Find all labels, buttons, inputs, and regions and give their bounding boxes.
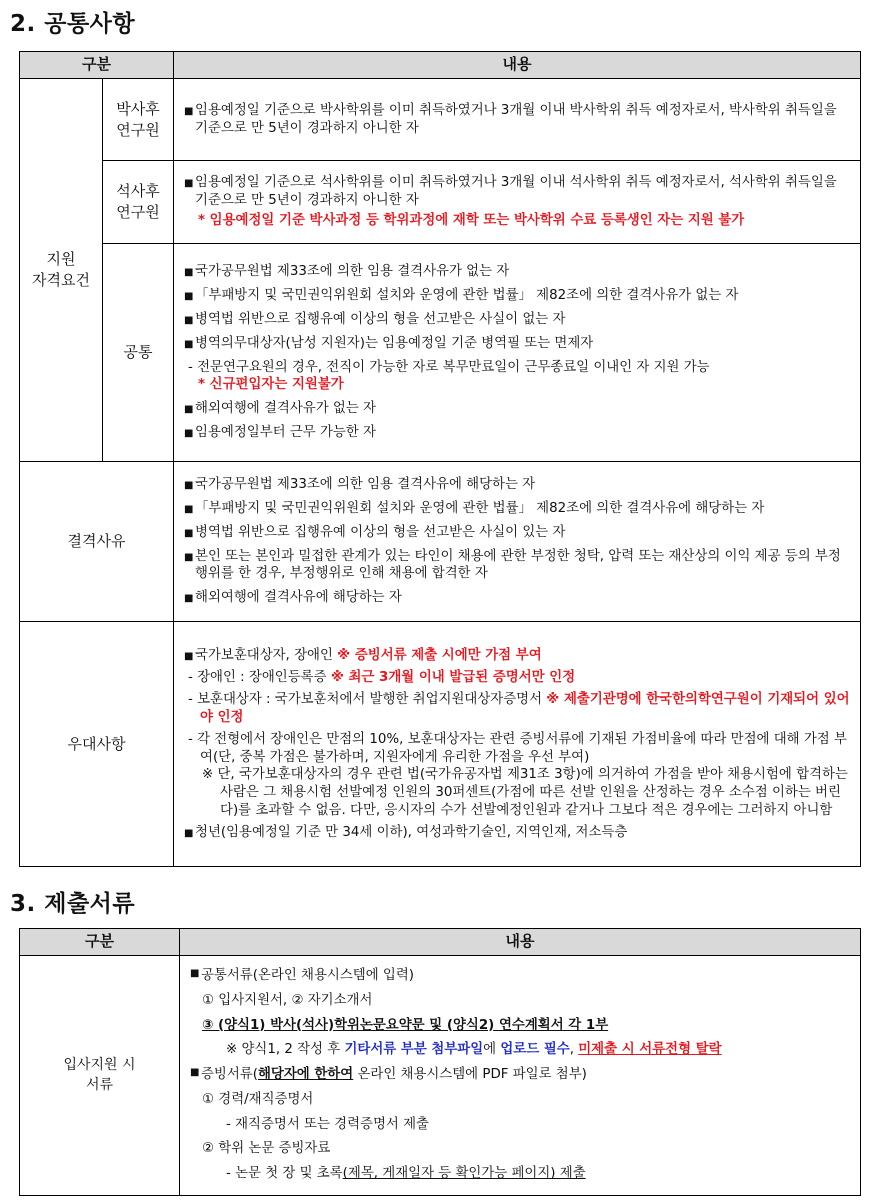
pref-item-1: ■ 국가보훈대상자, 장애인 ※ 증빙서류 제출 시에만 가점 부여 bbox=[184, 647, 852, 665]
pref-item-2: ■ 청년(임용예정일 기준 만 34세 이하), 여성과학기술인, 지역인재, 저소득층 bbox=[184, 824, 852, 842]
header-category: 구분 bbox=[20, 52, 174, 79]
pref-sub-3: - 각 전형에서 장애인은 만점의 10%, 보훈대상자는 관련 증빙서류에 기재된 가점비율에 따라 만점에 대해 가점 부여(단, 중복 가점은 불가하며, 지원자에게 유리한 가점을 우선 부여) bbox=[188, 731, 847, 765]
common-sub-1: - 전문연구요원의 경우, 전직이 가능한 자로 복무만료일이 근무종료일 이내인 자 지원 가능 bbox=[188, 359, 710, 375]
paper-doc: ② 학위 논문 증빙자료 bbox=[202, 1141, 331, 1157]
disq-item-4: ■ 본인 또는 본인과 밀접한 관계가 있는 타인이 채용에 관한 부정한 청탁, 압력 또는 재산상의 이익 제공 등의 부정행위를 한 경우, 부정행위로 인해 채용에 합격한 자 bbox=[184, 548, 852, 584]
section3-title: 3. 제출서류 bbox=[10, 891, 136, 917]
preference-label: 우대사항 bbox=[20, 622, 174, 867]
header-category-2: 구분 bbox=[20, 929, 180, 956]
common-item-2: ■ 「부패방지 및 국민권익위원회 설치와 운영에 관한 법률」 제82조에 의한 결격사유가 없는 자 bbox=[184, 287, 852, 305]
pref-sub-2: - 보훈대상자 : 국가보훈처에서 발행한 취업지원대상자증명서 ※ 제출기관명에 한국한의학연구원이 기재되어 있어야 인정 bbox=[188, 692, 850, 725]
upload-note: ※ 양식1, 2 작성 후 기타서류 부분 첨부파일에 업로드 필수, 미제출 시 서류전형 탈락 bbox=[226, 1042, 722, 1058]
disq-item-3: ■ 병역법 위반으로 집행유예 이상의 형을 선고받은 사실이 있는 자 bbox=[184, 524, 852, 542]
preference-content bbox=[174, 622, 861, 867]
postmaster-content bbox=[174, 161, 861, 244]
header-content-2: 내용 bbox=[180, 929, 861, 956]
common-docs: ■ 공통서류(온라인 채용시스템에 입력) bbox=[190, 964, 852, 989]
doc-line-2: ③ (양식1) 박사(석사)학위논문요약문 및 (양식2) 연수계획서 각 1부 bbox=[202, 1017, 609, 1033]
disq-item-2: ■ 「부패방지 및 국민권익위원회 설치와 운영에 관한 법률」 제82조에 의한 결격사유에 해당하는 자 bbox=[184, 500, 852, 518]
postmaster-label: 석사후 연구원 bbox=[103, 161, 174, 244]
pref-sub-1: - 장애인 : 장애인등록증 ※ 최근 3개월 이내 발급된 증명서만 인정 bbox=[188, 670, 576, 686]
application-content bbox=[180, 956, 861, 1196]
common-item-4: ■ 병역의무대상자(남성 지원자)는 임용예정일 기준 병역필 또는 면제자 bbox=[184, 335, 852, 353]
common-content bbox=[174, 244, 861, 462]
career-sub: - 재직증명서 또는 경력증명서 제출 bbox=[226, 1116, 429, 1132]
disqualification-content bbox=[174, 462, 861, 622]
section2-title: 2. 공통사항 bbox=[10, 11, 136, 37]
header-content: 내용 bbox=[174, 52, 861, 79]
common-item-1: ■ 국가공무원법 제33조에 의한 임용 결격사유가 없는 자 bbox=[184, 263, 852, 281]
common-item-5: ■ 해외여행에 결격사유가 없는 자 bbox=[184, 400, 852, 418]
common-item-6: ■ 임용예정일부터 근무 가능한 자 bbox=[184, 424, 852, 442]
doc-line-1: ① 입사지원서, ② 자기소개서 bbox=[202, 992, 373, 1008]
common-requirements-table bbox=[19, 51, 861, 867]
pref-ref: ※ 단, 국가보훈대상자의 경우 관련 법(국가유공자법 제31조 3항)에 의거하여 가점을 받아 채용시험에 합격하는 사람은 그 채용시험 선발예정 인원의 30퍼센트(가점에 따른 선발 인원을 산정하는 경우 소수점 이하는 버린다)를 초과할 수 없음. 다만, 응시자의 수가 선발예정인원과 같거나 그보다 적은 경우에는 그러하지 아니함 bbox=[202, 767, 848, 818]
common-note: * 신규편입자는 지원불가 bbox=[198, 377, 344, 393]
postdoc-content bbox=[174, 79, 861, 161]
postmaster-item: ■ 임용예정일 기준으로 석사학위를 이미 취득하였거나 3개월 이내 석사학위 취득 예정자로서, 석사학위 취득일을 기준으로 만 5년이 경과하지 아니한 자 bbox=[184, 174, 852, 210]
disq-item-1: ■ 국가공무원법 제33조에 의한 임용 결격사유에 해당하는 자 bbox=[184, 476, 852, 494]
common-item-3: ■ 병역법 위반으로 집행유예 이상의 형을 선고받은 사실이 없는 자 bbox=[184, 311, 852, 329]
disqualification-label: 결격사유 bbox=[20, 462, 174, 622]
application-label: 입사지원 시 서류 bbox=[20, 956, 180, 1196]
postdoc-item: ■ 임용예정일 기준으로 박사학위를 이미 취득하였거나 3개월 이내 박사학위 취득 예정자로서, 박사학위 취득일을 기준으로 만 5년이 경과하지 아니한 자 bbox=[184, 102, 852, 138]
common-label: 공통 bbox=[103, 244, 174, 462]
career-doc: ① 경력/재직증명서 bbox=[202, 1091, 314, 1107]
postdoc-label: 박사후 연구원 bbox=[103, 79, 174, 161]
eligibility-label: 지원 자격요건 bbox=[20, 79, 103, 462]
paper-sub: - 논문 첫 장 및 초록(제목, 게재일자 등 확인가능 페이지) 제출 bbox=[226, 1166, 586, 1182]
postmaster-note: * 임용예정일 기준 박사과정 등 학위과정에 재학 또는 박사학위 수료 등록생인 자는 지원 불가 bbox=[198, 213, 745, 229]
disq-item-5: ■ 해외여행에 결격사유에 해당하는 자 bbox=[184, 589, 852, 607]
submission-docs-table bbox=[19, 928, 861, 1196]
proof-docs: ■ 증빙서류(해당자에 한하여 온라인 채용시스템에 PDF 파일로 첨부) bbox=[190, 1063, 852, 1088]
